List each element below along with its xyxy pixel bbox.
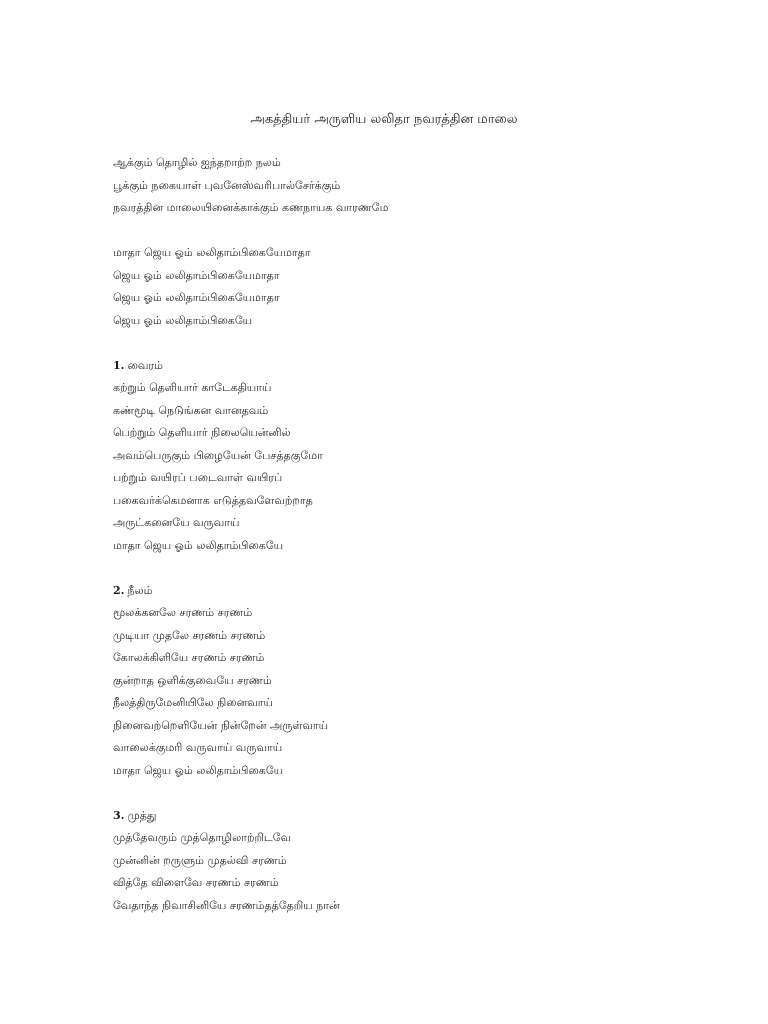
stanza-gap: [113, 332, 713, 355]
verse-line: ஜெய ஓம் லலிதாம்பிகையேமாதா: [113, 291, 280, 304]
section-name: வைரம்: [127, 358, 163, 372]
section-number: 1.: [113, 358, 125, 372]
section-number: 3.: [113, 808, 125, 822]
verse-line: பகைவர்க்கெமனாக எடுத்தவளேவற்றாத: [113, 493, 313, 507]
verse-line: கற்றும் தெளியார் காடேகதியாய்: [113, 381, 272, 394]
verse-line: குன்றாத ஒளிக்குவையே சரணம்: [113, 673, 272, 687]
verse-line: பற்றும் வயிரப் படைவாள் வயிரப்: [113, 471, 283, 484]
verse-line: முத்தேவரும் முத்தொழிலாற்றிடவே: [113, 831, 292, 844]
verse-line: மாதா ஜெய ஓம் லலிதாம்பிகையேமாதா: [113, 246, 311, 259]
section-name: நீலம்: [127, 583, 153, 597]
section-1: [113, 355, 713, 558]
verse-line: மாதா ஜெய ஓம் லலிதாம்பிகையே: [113, 763, 284, 777]
section-2: [113, 580, 713, 783]
verse-line: நினைவற்றெளியேன் நின்றேன் அருள்வாய்: [113, 718, 329, 732]
verse-line: கோலக்கிளியே சரணம் சரணம்: [113, 651, 265, 664]
stanza-gap: [113, 220, 713, 243]
section-name: முத்து: [127, 808, 157, 822]
section-number: 2.: [113, 583, 125, 597]
refrain-stanza: [113, 242, 713, 332]
verse-line: பூக்கும் நகையாள் புவனேஸ்வரிபால்சேர்க்கும்: [113, 178, 341, 192]
section-heading: [113, 580, 713, 603]
verse-line: ஜெய ஓம் லலிதாம்பிகையே: [113, 313, 253, 327]
document-body: [113, 152, 713, 917]
verse-line: அவம்பெருகும் பிழையேன் பேசத்தகுமோ: [113, 448, 323, 462]
section-heading: [113, 355, 713, 378]
document-title: அகத்தியர் அருளிய லலிதா நவரத்தின மாலை: [250, 112, 518, 127]
verse-line: ஜெய ஓம் லலிதாம்பிகையேமாதா: [113, 268, 280, 282]
stanza-gap: [113, 557, 713, 580]
verse-line: வாலைக்குமரி வருவாய் வருவாய்: [113, 741, 283, 754]
intro-stanza: [113, 152, 713, 220]
verse-line: வித்தே விளைவே சரணம் சரணம்: [113, 876, 279, 889]
verse-line: வேதாந்த நிவாசினியே சரணம்தத்தேறிய நான்: [113, 898, 340, 912]
verse-line: மாதா ஜெய ஓம் லலிதாம்பிகையே: [113, 538, 284, 552]
verse-line: நீலத்திருமேனியிலே நினைவாய்: [113, 696, 273, 709]
section-heading: [113, 805, 713, 828]
verse-line: பெற்றும் தெளியார் நிலையென்னில்: [113, 426, 291, 439]
verse-line: கண்மூடி நெடுங்கன வானதவம்: [113, 403, 269, 417]
verse-line: முடியா முதலே சரணம் சரணம்: [113, 628, 266, 642]
verse-line: ஆக்கும் தொழில் ஐந்தறாற்ற நலம்: [113, 156, 281, 169]
verse-line: மூலக்கனலே சரணம் சரணம்: [113, 606, 253, 619]
verse-line: முன்னின் றருளும் முதல்வி சரணம்: [113, 853, 287, 867]
verse-line: அருட்கனையே வருவாய்: [113, 516, 240, 529]
section-3: [113, 805, 713, 918]
stanza-gap: [113, 782, 713, 805]
verse-line: நவரத்தின மாலையினைக்காக்கும் கணநாயக வாரணமே: [113, 201, 389, 214]
